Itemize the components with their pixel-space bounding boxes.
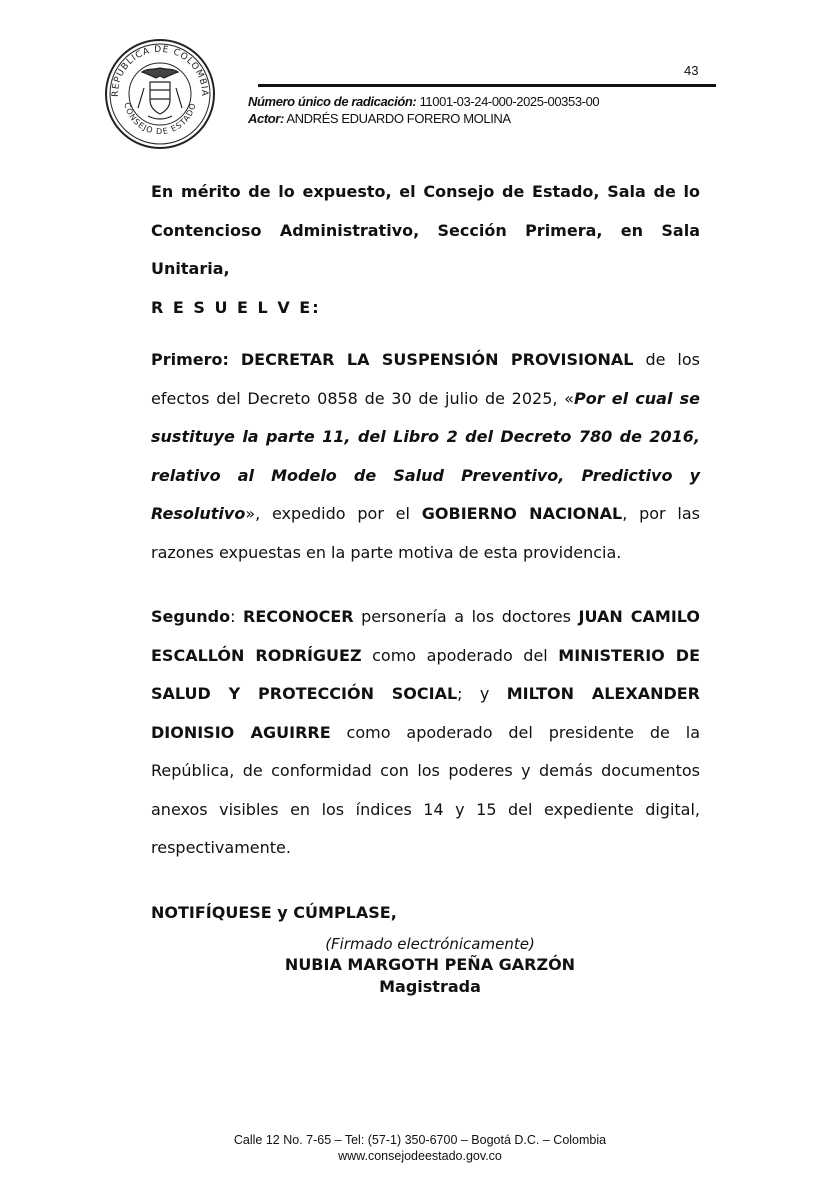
radicacion-label: Número único de radicación: (248, 94, 417, 109)
seal-outer-text: REPÚBLICA DE COLOMBIA (110, 44, 210, 98)
primero-text-1: de los efectos del Decreto 0858 de 30 de julio de 2025, « (151, 350, 700, 408)
attorney-name-1: JUAN CAMILO ESCALLÓN RODRÍGUEZ (151, 607, 700, 665)
segundo-paragraph (151, 598, 700, 868)
primero-text-3: , por las razones expuestas en la parte motiva de esta providencia. (151, 504, 701, 562)
actor-line (248, 110, 728, 127)
segundo-text-3: ; y (457, 684, 507, 703)
segundo-label: Segundo (151, 607, 231, 626)
signer-name: NUBIA MARGOTH PEÑA GARZÓN (284, 955, 576, 974)
footer-website: www.consejodeestado.gov.co (338, 1149, 502, 1163)
consejo-de-estado-seal (104, 38, 216, 150)
ministerio-name: MINISTERIO DE SALUD Y PROTECCIÓN SOCIAL (151, 645, 701, 703)
closing-line: NOTIFÍQUESE y CÚMPLASE, (151, 902, 397, 922)
seal-inner-text: CONSEJO DE ESTADO (122, 101, 198, 137)
segundo-text-4: como apoderado del presidente de la República, de conformidad con los poderes y demás documentos anexos visibles en los índices 14 y 15 del expediente digital, respectivamente. (151, 722, 701, 857)
page-footer (180, 1132, 660, 1164)
resuelve-heading: R E S U E L V E: (151, 297, 321, 317)
signer-title: Magistrada (379, 977, 481, 996)
signature-note: (Firmado electrónicamente) (325, 935, 535, 953)
case-header (248, 93, 728, 127)
actor-value: ANDRÉS EDUARDO FORERO MOLINA (286, 111, 511, 126)
header-divider (258, 84, 716, 87)
decretar-text: DECRETAR LA SUSPENSIÓN PROVISIONAL (240, 350, 634, 369)
reconocer-text: RECONOCER (243, 607, 354, 626)
coat-of-arms-icon (138, 68, 182, 119)
decree-title: Por el cual se sustituye la parte 11, del Libro 2 del Decreto 780 de 2016, relativo al Modelo de Salud Preventivo, Predictivo y Resolutivo (151, 388, 701, 523)
page-number: 43 (684, 63, 699, 78)
primero-text-2: », expedido por el (245, 504, 422, 523)
document-body (151, 173, 700, 932)
signature-block (230, 934, 630, 998)
footer-address: Calle 12 No. 7-65 – Tel: (57-1) 350-6700 – Bogotá D.C. – Colombia (233, 1133, 607, 1147)
gobierno-nacional: GOBIERNO NACIONAL (421, 504, 623, 523)
actor-label: Actor: (248, 111, 284, 126)
radicacion-line (248, 93, 728, 110)
intro-paragraph: En mérito de lo expuesto, el Consejo de Estado, Sala de lo Contencioso Administrativo, Sección Primera, en Sala Unitaria, (151, 182, 700, 278)
attorney-name-2: MILTON ALEXANDER DIONISIO AGUIRRE (151, 684, 700, 742)
radicacion-value: 11001-03-24-000-2025-00353-00 (419, 94, 600, 109)
segundo-text-1: personería a los doctores (353, 607, 579, 626)
segundo-colon: : (230, 607, 244, 626)
primero-paragraph (151, 341, 700, 572)
segundo-text-2: como apoderado del (361, 645, 559, 665)
primero-label: Primero: (151, 350, 229, 369)
